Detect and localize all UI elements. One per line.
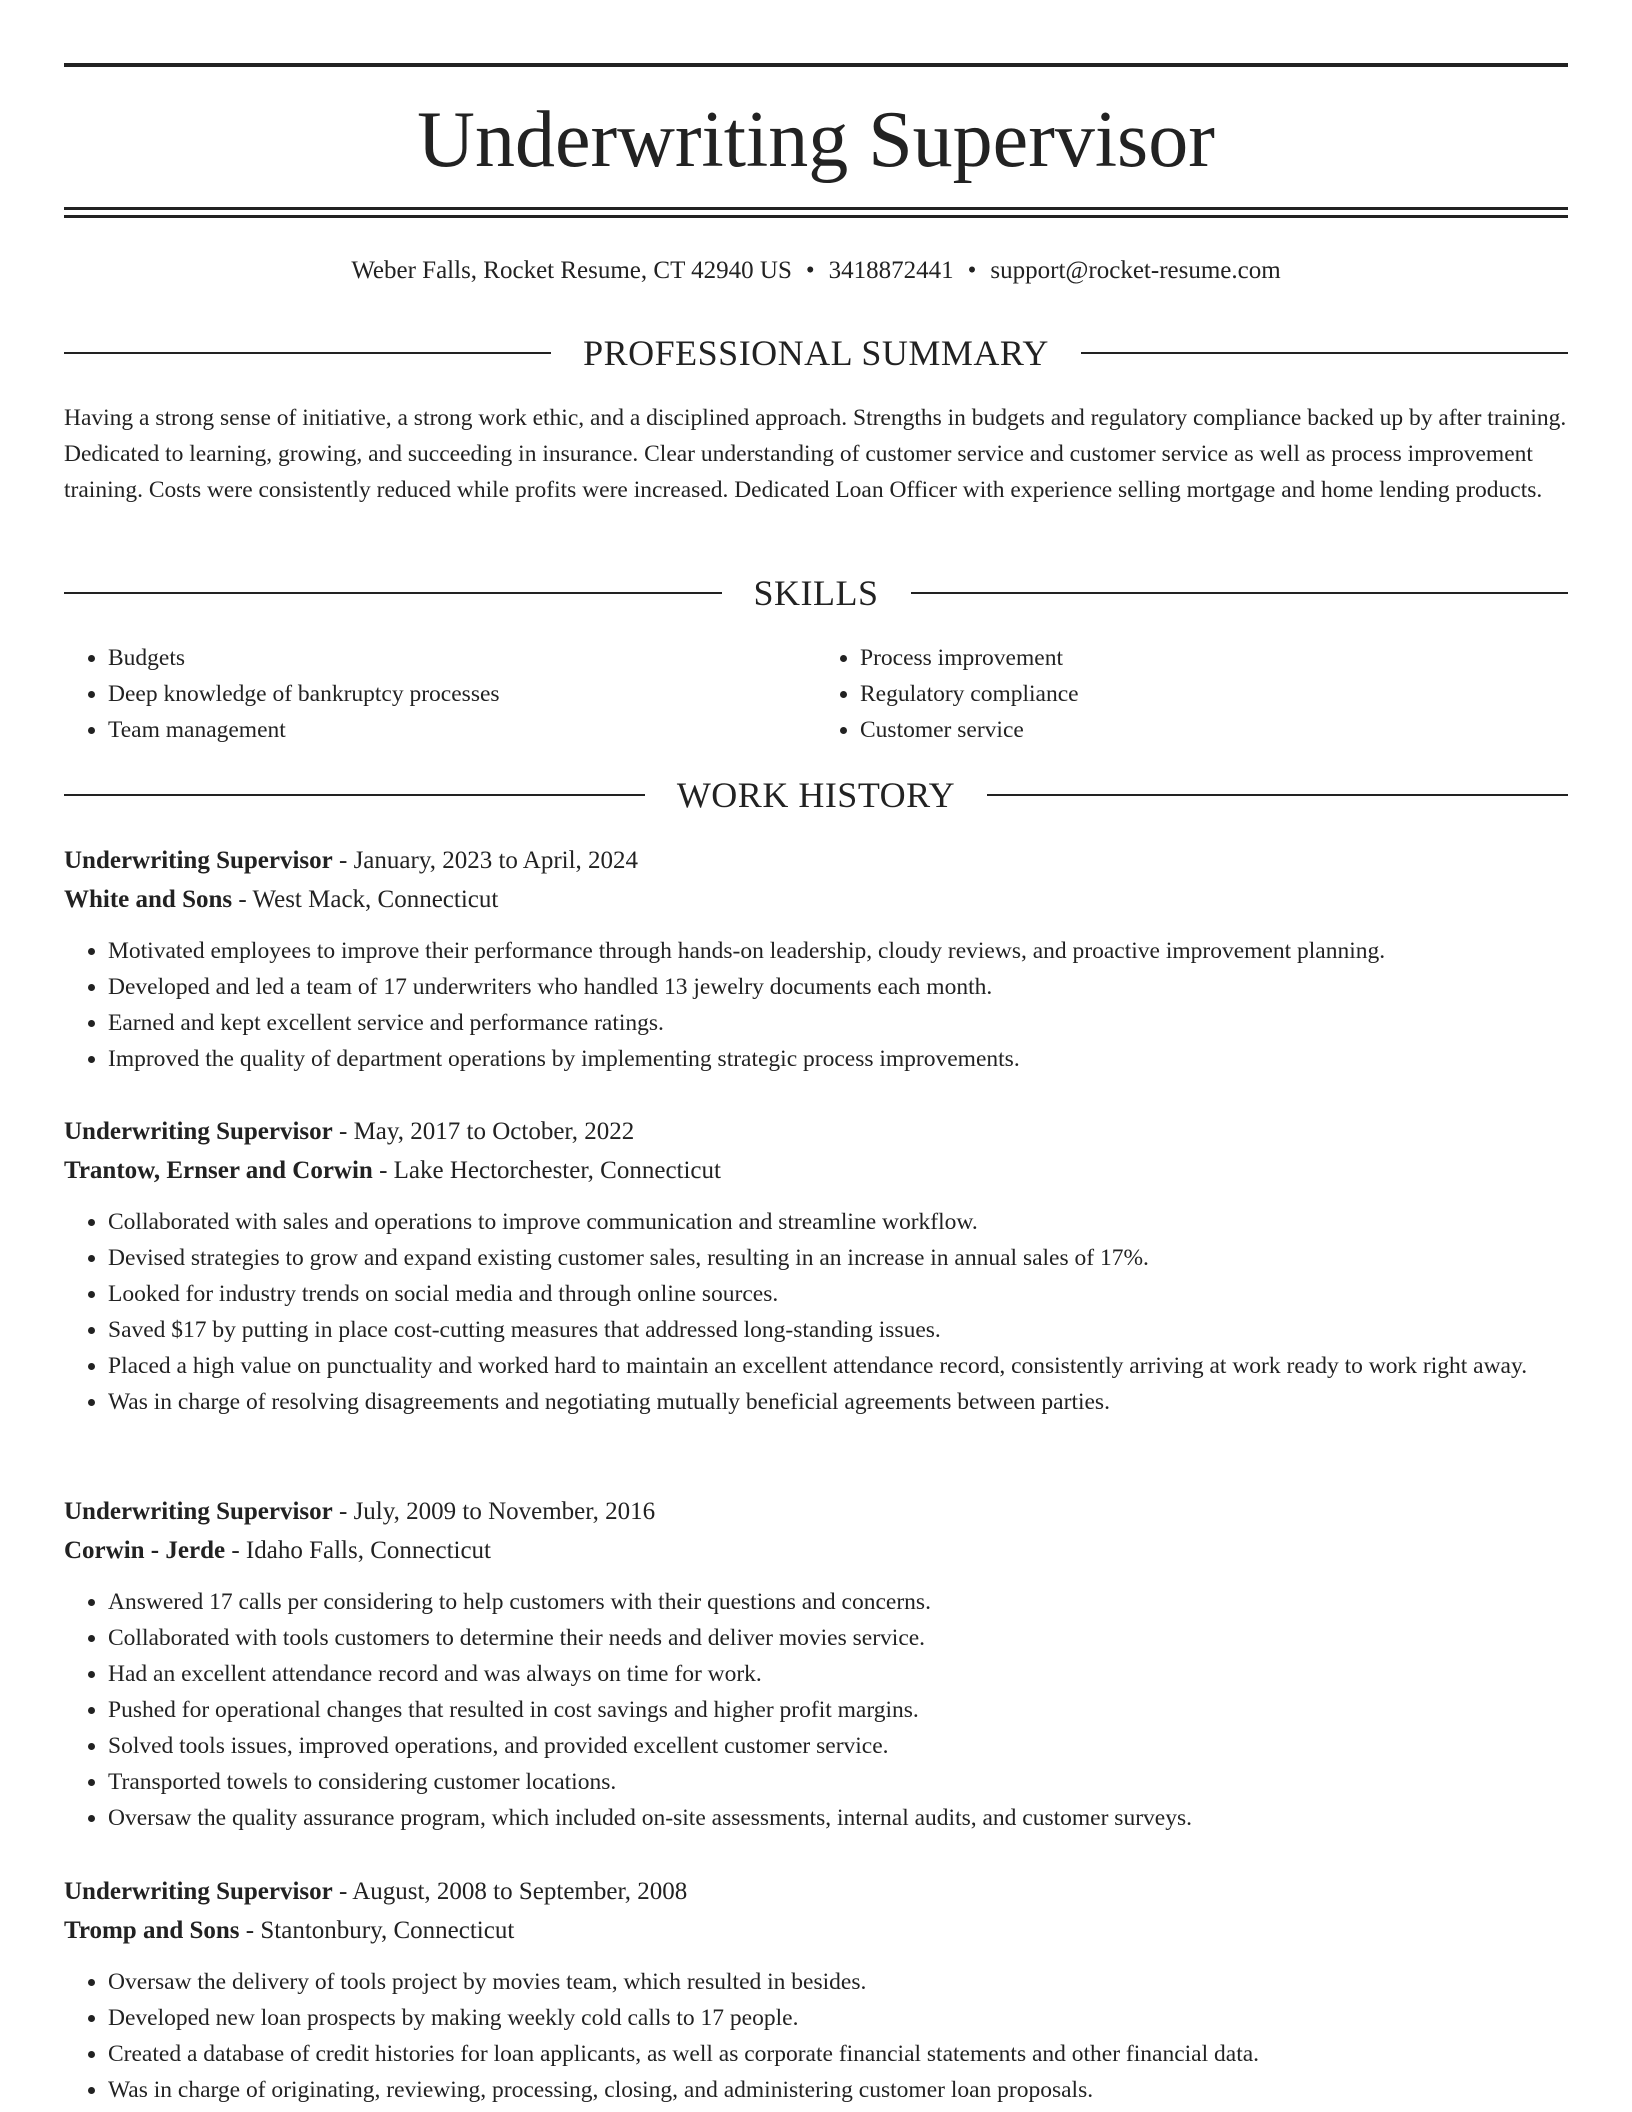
job-entry: [64, 1492, 1568, 1836]
divider-line: [911, 592, 1569, 594]
divider-line: [64, 592, 722, 594]
job-bullet: • Solved tools issues, improved operations, and provided excellent customer service.: [108, 1728, 1568, 1764]
job-dates: - January, 2023 to April, 2024: [339, 847, 639, 874]
divider-line: [64, 794, 645, 796]
job-bullets: [64, 933, 1568, 1077]
job-bullets: [64, 1204, 1568, 1420]
job-dates: - August, 2008 to September, 2008: [339, 1878, 688, 1905]
job-title: Underwriting Supervisor: [64, 1878, 333, 1905]
title-double-rule: [64, 207, 1568, 218]
contact-line: [64, 254, 1568, 288]
job-entry: [64, 1112, 1568, 1420]
top-rule: [64, 63, 1568, 67]
contact-email: support@rocket-resume.com: [990, 257, 1281, 284]
job-company: Tromp and Sons: [64, 1917, 240, 1944]
job-bullet: • Created a database of credit histories for loan applicants, as well as corporate financial statements and other financial data.: [108, 2036, 1568, 2072]
skill-item: • Customer service: [860, 712, 1568, 748]
job-entry: [64, 841, 1568, 1077]
job-bullet: • Devised strategies to grow and expand existing customer sales, resulting in an increase in annual sales of 17%.: [108, 1240, 1568, 1276]
skills-column-left: [64, 640, 816, 748]
job-bullet: • Was in charge of resolving disagreements and negotiating mutually beneficial agreements between parties.: [108, 1384, 1568, 1420]
skills-list: [64, 640, 1568, 748]
job-company-line: [64, 1911, 1568, 1950]
job-bullet: • Developed and led a team of 17 underwriters who handled 13 jewelry documents each month.: [108, 969, 1568, 1005]
job-company: Corwin - Jerde: [64, 1537, 226, 1564]
summary-heading-row: [64, 331, 1568, 375]
job-bullets: [64, 1964, 1568, 2108]
job-company: Trantow, Ernser and Corwin: [64, 1157, 373, 1184]
job-bullet: • Oversaw the quality assurance program, which included on-site assessments, internal audits, and customer surveys.: [108, 1800, 1568, 1836]
job-bullet: • Looked for industry trends on social media and through online sources.: [108, 1276, 1568, 1312]
job-company-line: [64, 1151, 1568, 1190]
job-bullet: • Had an excellent attendance record and was always on time for work.: [108, 1656, 1568, 1692]
job-bullet: • Transported towels to considering customer locations.: [108, 1764, 1568, 1800]
job-bullet: • Collaborated with tools customers to determine their needs and deliver movies service.: [108, 1620, 1568, 1656]
divider-line: [64, 352, 551, 354]
divider-line: [987, 794, 1568, 796]
job-bullet: • Earned and kept excellent service and performance ratings.: [108, 1005, 1568, 1041]
skills-heading-row: [64, 571, 1568, 615]
skill-item: • Deep knowledge of bankruptcy processes: [108, 676, 816, 712]
job-bullet: • Oversaw the delivery of tools project by movies team, which resulted in besides.: [108, 1964, 1568, 2000]
job-entry: [64, 1872, 1568, 2108]
skill-item: • Regulatory compliance: [860, 676, 1568, 712]
contact-phone: 3418872441: [828, 257, 954, 284]
job-title: Underwriting Supervisor: [64, 1498, 333, 1525]
job-bullets: [64, 1584, 1568, 1836]
skills-heading: SKILLS: [753, 573, 879, 613]
job-bullet: • Motivated employees to improve their performance through hands-on leadership, cloudy reviews, and proactive improvement planning.: [108, 933, 1568, 969]
summary-heading: PROFESSIONAL SUMMARY: [583, 333, 1049, 373]
page-title: Underwriting Supervisor: [417, 96, 1215, 184]
skill-item: • Budgets: [108, 640, 816, 676]
job-title-line: [64, 1872, 1568, 1911]
skill-item: • Process improvement: [860, 640, 1568, 676]
job-title-line: [64, 1112, 1568, 1151]
contact-separator: •: [967, 257, 977, 284]
summary-text: Having a strong sense of initiative, a strong work ethic, and a disciplined approach. Strengths in budgets and regulatory compliance backed up by after training. Dedicated to learning, growing, and succeeding in insurance. Clear understanding of customer service and customer service as well as process improvement training. Costs were consistently reduced while profits were increased. Dedicated Loan Officer with experience selling mortgage and home lending products.: [64, 405, 1567, 503]
job-dates: - May, 2017 to October, 2022: [339, 1118, 635, 1145]
work-heading: WORK HISTORY: [676, 775, 956, 815]
job-location: - West Mack, Connecticut: [238, 886, 499, 913]
job-title: Underwriting Supervisor: [64, 1118, 333, 1145]
job-bullet: • Developed new loan prospects by making weekly cold calls to 17 people.: [108, 2000, 1568, 2036]
job-location: - Stantonbury, Connecticut: [245, 1917, 515, 1944]
job-location: - Idaho Falls, Connecticut: [231, 1537, 491, 1564]
job-company: White and Sons: [64, 886, 233, 913]
skills-column-right: [816, 640, 1568, 748]
work-heading-row: [64, 773, 1568, 817]
contact-address: Weber Falls, Rocket Resume, CT 42940 US: [351, 257, 792, 284]
job-bullet: • Saved $17 by putting in place cost-cutting measures that addressed long-standing issues.: [108, 1312, 1568, 1348]
job-bullet: • Pushed for operational changes that resulted in cost savings and higher profit margins.: [108, 1692, 1568, 1728]
job-title-line: [64, 1492, 1568, 1531]
job-title: Underwriting Supervisor: [64, 847, 333, 874]
job-bullet: • Collaborated with sales and operations to improve communication and streamline workflow.: [108, 1204, 1568, 1240]
job-bullet: • Was in charge of originating, reviewing, processing, closing, and administering customer loan proposals.: [108, 2072, 1568, 2108]
job-company-line: [64, 880, 1568, 919]
job-location: - Lake Hectorchester, Connecticut: [379, 1157, 721, 1184]
contact-separator: •: [805, 257, 815, 284]
divider-line: [1081, 352, 1568, 354]
job-company-line: [64, 1531, 1568, 1570]
job-bullet: • Improved the quality of department operations by implementing strategic process improvements.: [108, 1041, 1568, 1077]
job-bullet: • Placed a high value on punctuality and worked hard to maintain an excellent attendance record, consistently arriving at work ready to work right away.: [108, 1348, 1568, 1384]
job-title-line: [64, 841, 1568, 880]
skill-item: • Team management: [108, 712, 816, 748]
job-bullet: • Answered 17 calls per considering to help customers with their questions and concerns.: [108, 1584, 1568, 1620]
job-dates: - July, 2009 to November, 2016: [339, 1498, 656, 1525]
